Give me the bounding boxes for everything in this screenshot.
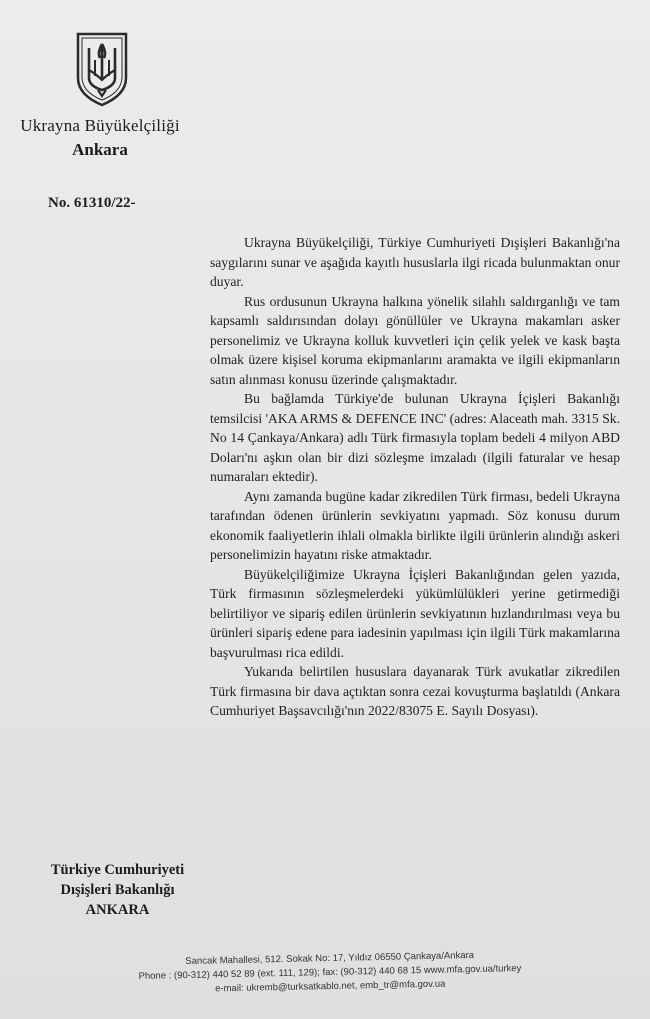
paragraph-5: Büyükelçiliğimize Ukrayna İçişleri Bakanlığından gelen yazıda, Türk firmasının sözleşmelerdeki yükümlülükleri yerine getirmediği belirtiliyor ve sipariş edilen ürünlerin sevkiyatının hızlandırılması veya bu ürünleri sipariş edene para iadesinin yapılması için ilgili Türk makamlarına başvurulması rica edildi.: [210, 566, 620, 660]
footer-phone: Phone : (90-312) 440 52 89 (ext. 111, 129); fax: (90-312) 440 68 15 www.mfa.gov.ua/turkey: [138, 962, 522, 983]
footer-address: Sancak Mahallesi, 512. Sokak No: 17, Yıldız 06550 Çankaya/Ankara: [185, 949, 475, 968]
recipient-line-2: Dışişleri Bakanlığı: [60, 882, 175, 898]
recipient-block: [30, 860, 205, 920]
footer-email: e-mail: ukremb@turksatkablo.net, emb_tr@mfa.gov.ua: [215, 978, 446, 995]
footer-contact: [60, 946, 601, 999]
paragraph-6: Yukarıda belirtilen hususlara dayanarak Türk avukatlar zikredilen Türk firmasına bir dava açtıktan sonra cezai kovuşturma başlatıldı (Ankara Cumhuriyet Başsavcılığı'nın 2022/83075 E. Sayılı Dosyası).: [210, 664, 620, 718]
trident-coat-of-arms-icon: [72, 30, 132, 108]
paragraph-3: Bu bağlamda Türkiye'de bulunan Ukrayna İçişleri Bakanlığı temsilcisi 'AKA ARMS & DEFENCE INC' (adres: Alaceath mah. 3315 Sk. No 14 Çankaya/Ankara) adlı Türk firmasıyla toplam bedeli 4 milyon ABD Doları'nı aşkın olan bir dizi sözleşme imzaladı (ilgili faturalar ve hesap numaraları ektedir).: [210, 391, 620, 484]
paragraph-2: Rus ordusunun Ukrayna halkına yönelik silahlı saldırganlığı ve tam kapsamlı saldırısından dolayı gönüllüler ve Ukrayna makamları asker personelimiz ve Ukrayna kolluk kuvvetleri için çelik yelek ve kask başta olmak üzere kişisel koruma ekipmanlarını aramakta ve ilgili ekipmanların satın alınması konusu üzerinde çalışmaktadır.: [210, 293, 620, 387]
paragraph-1: Ukrayna Büyükelçiliği, Türkiye Cumhuriyeti Dışişleri Bakanlığı'na saygılarını sunar ve aşağıda kayıtlı hususlarla ilgi ricada bulunmaktan onur duyar.: [210, 235, 620, 289]
embassy-city: Ankara: [72, 140, 128, 159]
paragraph-4: Aynı zamanda bugüne kadar zikredilen Türk firması, bedeli Ukrayna tarafından ödenen ürünlerin sevkiyatını yapmadı. Söz konusu durum ekonomik faaliyetlerin ihlali olmakla birlikte ilgili ürünlerin alındığı askeri personelimizin hayatını riske atmaktadır.: [210, 488, 620, 562]
recipient-line-1: Türkiye Cumhuriyeti: [50, 862, 185, 878]
letter-body: [210, 233, 620, 721]
recipient-line-3: ANKARA: [85, 902, 150, 918]
note-number: No. 61310/22-: [48, 195, 136, 211]
embassy-name: Ukrayna Büyükelçiliği: [20, 116, 180, 135]
